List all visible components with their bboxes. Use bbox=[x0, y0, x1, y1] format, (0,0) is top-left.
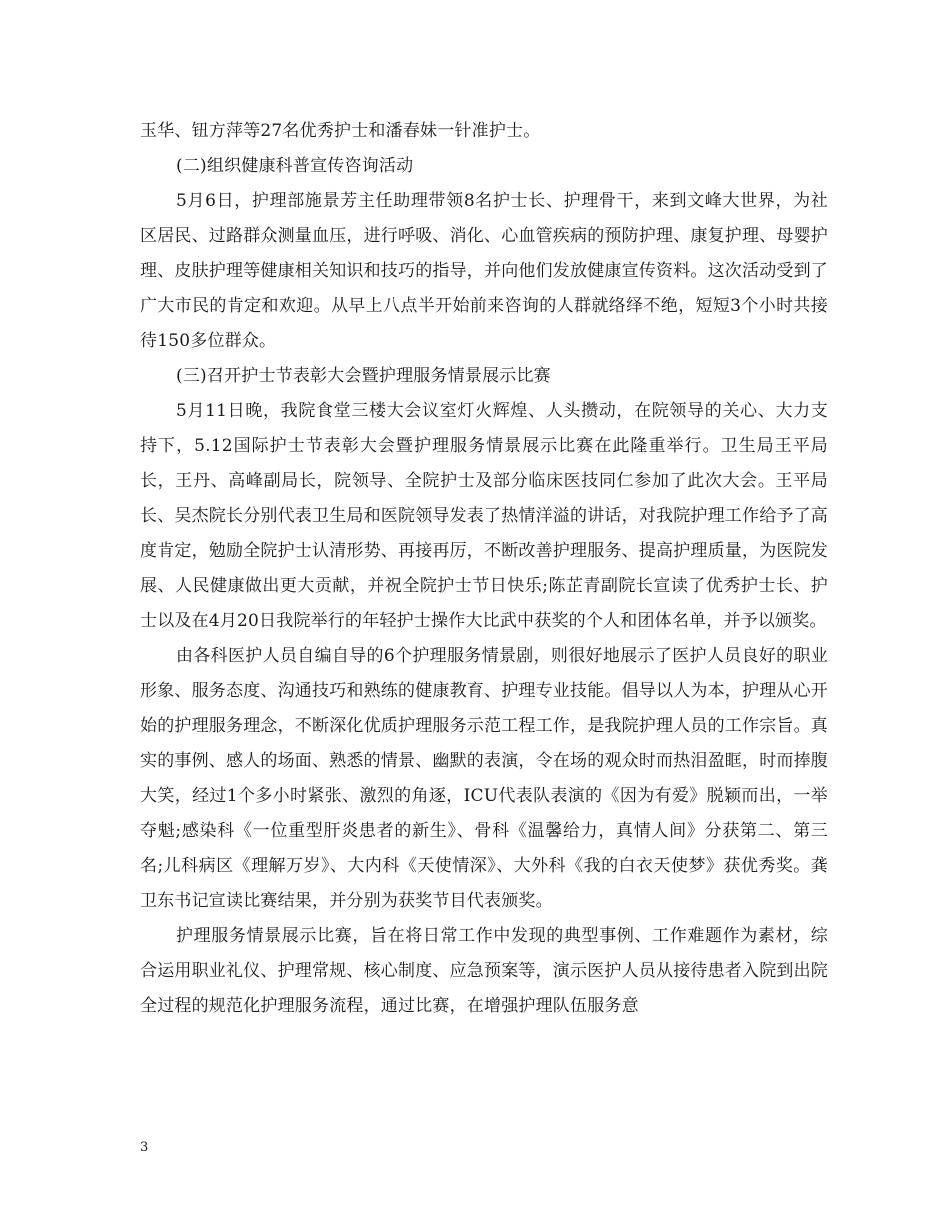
paragraph-ceremony: 5月11日晚，我院食堂三楼大会议室灯火辉煌、人头攒动，在院领导的关心、大力支持下，5.12国际护士节表彰大会暨护理服务情景展示比赛在此隆重举行。卫生局王平局长，王丹、高峰副局长，院领导、全院护士及部分临床医技同仁参加了此次大会。王平局长、吴杰院长分别代表卫生局和医院领导发表了热情洋溢的讲话，对我院护理工作给予了高度肯定，勉励全院护士认清形势、再接再厉，不断改善护理服务、提高护理质量，为医院发展、人民健康做出更大贡献，并祝全院护士节日快乐;陈芷青副院长宣读了优秀护士长、护士以及在4月20日我院举行的年轻护士操作大比武中获奖的个人和团体名单，并予以颁奖。 bbox=[140, 401, 828, 631]
section-heading-2: (二)组织健康科普宣传咨询活动 bbox=[176, 156, 414, 176]
document-body bbox=[140, 114, 828, 1024]
section-heading-3: (三)召开护士节表彰大会暨护理服务情景展示比赛 bbox=[176, 366, 551, 386]
paragraph-performances: 由各科医护人员自编自导的6个护理服务情景剧，则很好地展示了医护人员良好的职业形象、服务态度、沟通技巧和熟练的健康教育、护理专业技能。倡导以人为本，护理从心开始的护理服务理念，不断深化优质护理服务示范工程工作，是我院护理人员的工作宗旨。真实的事例、感人的场面、熟悉的情景、幽默的表演，令在场的观众时而热泪盈眶，时而捧腹大笑，经过1个多小时紧张、激烈的角逐，ICU代表队表演的《因为有爱》脱颖而出，一举夺魁;感染科《一位重型肝炎患者的新生》、骨科《温馨给力，真情人间》分获第二、第三名;儿科病区《理解万岁》、大内科《天使情深》、大外科《我的白衣天使梦》获优秀奖。龚卫东书记宣读比赛结果，并分别为获奖节目代表颁奖。 bbox=[140, 646, 828, 911]
paragraph-continuation: 玉华、钮方萍等27名优秀护士和潘春妹一针准护士。 bbox=[140, 121, 541, 141]
page-number: 3 bbox=[140, 1140, 149, 1155]
paragraph-health-promotion: 5月6日，护理部施景芳主任助理带领8名护士长、护理骨干，来到文峰大世界，为社区居民、过路群众测量血压，进行呼吸、消化、心血管疾病的预防护理、康复护理、母婴护理、皮肤护理等健康相关知识和技巧的指导，并向他们发放健康宣传资料。这次活动受到了广大市民的肯定和欢迎。从早上八点半开始前来咨询的人群就络绎不绝，短短3个小时共接待150多位群众。 bbox=[140, 191, 828, 351]
paragraph-competition-purpose: 护理服务情景展示比赛，旨在将日常工作中发现的典型事例、工作难题作为素材，综合运用职业礼仪、护理常规、核心制度、应急预案等，演示医护人员从接待患者入院到出院全过程的规范化护理服务流程，通过比赛，在增强护理队伍服务意 bbox=[140, 926, 828, 1016]
